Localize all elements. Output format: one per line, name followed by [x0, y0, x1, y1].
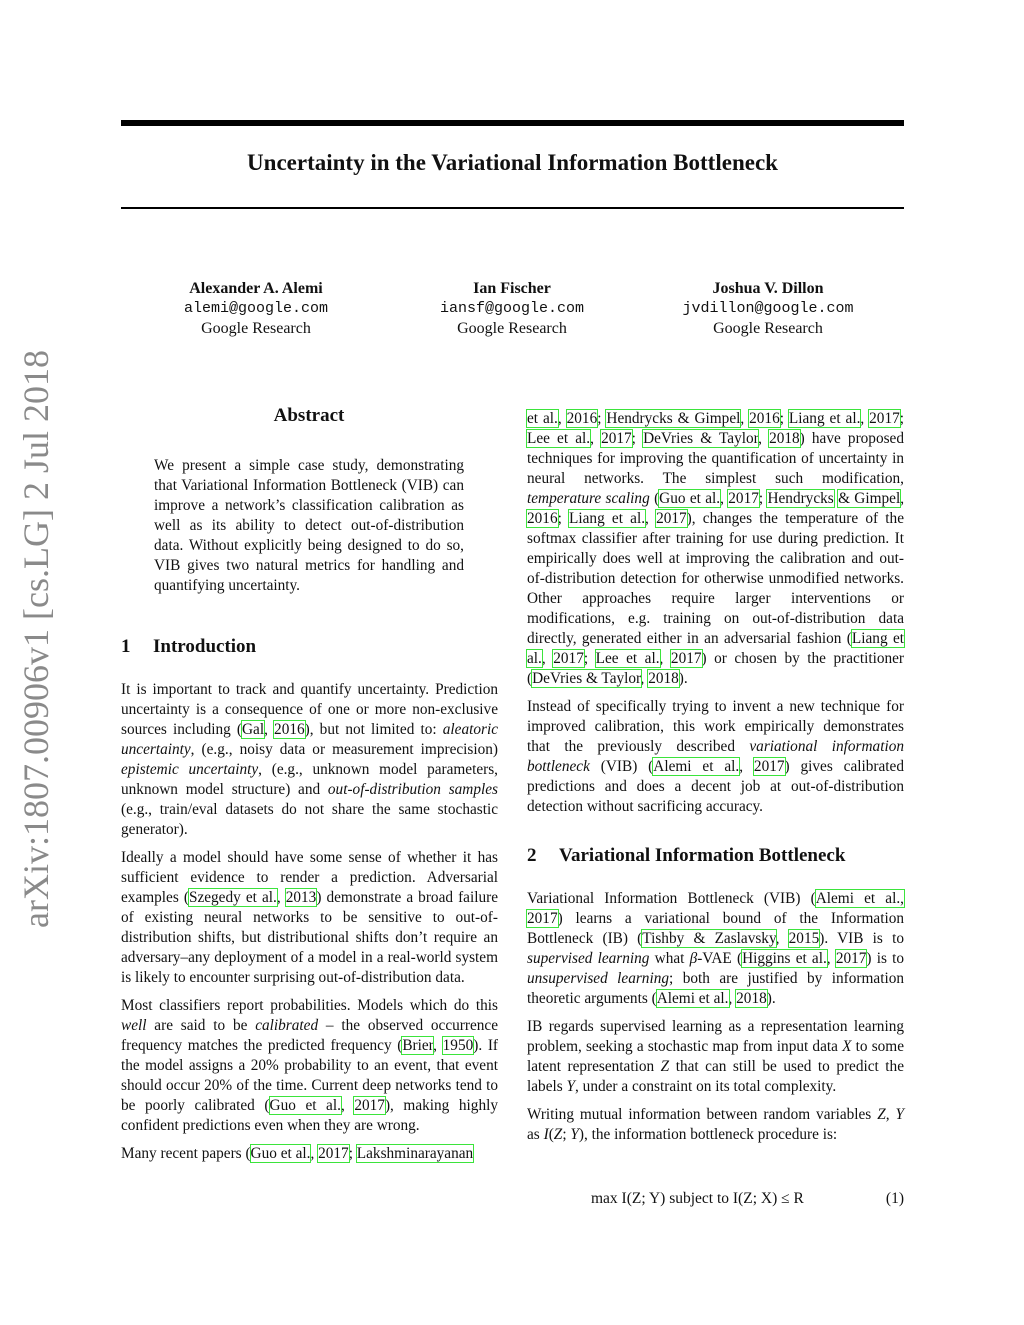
- citation-link[interactable]: Alemi et al.,: [815, 890, 904, 907]
- citation-link[interactable]: Guo et al.: [269, 1097, 341, 1114]
- citation-link[interactable]: & Gimpel: [838, 490, 901, 507]
- paragraph: Many recent papers (Guo et al., 2017; Lakshminarayanan: [121, 1145, 474, 1162]
- title-rule-top: [121, 120, 904, 126]
- citation-link[interactable]: Guo et al.: [659, 490, 721, 507]
- paragraph: et al., 2016; Hendrycks & Gimpel, 2016; Liang et al., 2017; Lee et al., 2017; DeVries & Taylor, 2018) have proposed techniques for improving the quantification of uncertainty in neural networks. The simplest such modification, temperature scaling (Guo et al., 2017; Hendrycks & Gimpel, 2016; Liang et al., 2017), changes the temperature of the softmax classifier after training for use during prediction. It empirically does well at improving the calibration and out-of-distribution detection for otherwise unmodified networks. Other approaches require larger interventions or modifications, e.g. training on out-of-distribution data directly, generated either in an adversarial fashion (Liang et al., 2017; Lee et al., 2017) or chosen by the practitioner (DeVries & Taylor, 2018).: [527, 410, 905, 687]
- citation-link[interactable]: 2016: [749, 410, 780, 427]
- paragraph: Instead of specifically trying to invent a new technique for improved calibration, this work empirically demonstrates that the previously described variational information bottleneck (VIB) (Alemi et al., 2017) gives calibrated predictions and does a decent job at out-of-distribution detection without sacrificing accuracy.: [527, 698, 904, 815]
- citation-link[interactable]: Gal: [242, 721, 265, 738]
- citation-link[interactable]: 2017: [656, 510, 687, 527]
- citation-link[interactable]: Alemi et al.: [653, 758, 740, 775]
- citation-link[interactable]: Lakshminarayanan: [356, 1145, 474, 1162]
- paragraph: Ideally a model should have some sense of whether it has sufficient evidence to render a prediction. Adversarial examples (Szegedy et al., 2013) demonstrate a broad failure of existing neural networks to be sensitive to out-of-distribution shifts, but distributional shifts don’t require an adversary–any deployment of a model in a real-world system is likely to encounter surprising out-of-distribution data.: [121, 849, 498, 986]
- section-title: Variational Information Bottleneck: [559, 845, 846, 866]
- citation-link[interactable]: DeVries & Taylor: [532, 670, 641, 687]
- title-rule-bottom: [121, 207, 904, 209]
- arxiv-stamp: arXiv:1807.00906v1 [cs.LG] 2 Jul 2018: [16, 350, 56, 928]
- citation-link[interactable]: 2017: [527, 910, 558, 927]
- author-block: [638, 279, 898, 339]
- author-affiliation: Google Research: [457, 320, 567, 337]
- citation-link[interactable]: 2017: [601, 430, 632, 447]
- citation-link[interactable]: Liang et al.: [527, 630, 904, 667]
- citation-link[interactable]: Liang et al.: [569, 510, 646, 527]
- paper-title: Uncertainty in the Variational Information Bottleneck: [247, 150, 778, 175]
- paragraph: Variational Information Bottleneck (VIB) (Alemi et al., 2017) learns a variational bound of the Information Bottleneck (IB) (Tishby & Zaslavsky, 2015). VIB is to supervised learning what β-VAE (Higgins et al., 2017) is to unsupervised learning; both are justified by information theoretic arguments (Alemi et al., 2018).: [527, 890, 905, 1007]
- citation-link[interactable]: Lee et al.: [527, 430, 591, 447]
- citation-link[interactable]: Higgins et al.: [742, 950, 827, 967]
- author-affiliation: Google Research: [713, 320, 823, 337]
- citation-link[interactable]: Liang et al.: [788, 410, 861, 427]
- paragraph: Most classifiers report probabilities. Models which do this well are said to be calibrated – the observed occurrence frequency matches the predicted frequency (Brier, 1950). If the model assigns a 20% probability to an event, that event should occur 20% of the time. Current deep networks tend to be poorly calibrated (Guo et al., 2017), making highly confident predictions even when they are wrong.: [121, 997, 499, 1134]
- citation-link[interactable]: 2018: [648, 670, 679, 687]
- equation-math: max I(Z; Y) subject to I(Z; X) ≤ R: [591, 1190, 804, 1207]
- citation-link[interactable]: 1950: [442, 1037, 474, 1054]
- section-heading-introduction: [121, 636, 256, 658]
- author-email: alemi@google.com: [183, 300, 329, 317]
- citation-link[interactable]: 2017: [753, 758, 785, 775]
- citation-link[interactable]: 2017: [869, 410, 900, 427]
- citation-link[interactable]: 2018: [736, 990, 767, 1007]
- author-name: Joshua V. Dillon: [712, 280, 824, 297]
- citation-link[interactable]: 2016: [566, 410, 598, 427]
- right-column-body: [527, 409, 904, 825]
- paragraph: Writing mutual information between random variables Z, Y as I(Z; Y), the information bottleneck procedure is:: [527, 1106, 904, 1143]
- citation-link[interactable]: DeVries & Taylor: [643, 430, 759, 447]
- left-column-body: [121, 680, 498, 1164]
- right-column-section2: [527, 889, 904, 1145]
- citation-link[interactable]: Hendrycks & Gimpel: [606, 410, 741, 427]
- citation-link[interactable]: Lee et al.: [595, 650, 660, 667]
- citation-link[interactable]: 2017: [318, 1145, 349, 1162]
- author-email: jvdillon@google.com: [682, 300, 854, 317]
- citation-link[interactable]: 2017: [354, 1097, 385, 1114]
- citation-link[interactable]: 2018: [769, 430, 800, 447]
- author-block: [126, 279, 386, 339]
- citation-link[interactable]: 2017: [553, 650, 584, 667]
- author-block: [382, 279, 642, 339]
- citation-link[interactable]: Szegedy et al.: [188, 889, 277, 906]
- author-name: Ian Fischer: [473, 280, 551, 297]
- citation-link[interactable]: 2017: [728, 490, 759, 507]
- paragraph: It is important to track and quantify uncertainty. Prediction uncertainty is a consequence of one or more non-exclusive sources including (Gal, 2016), but not limited to: aleatoric uncertainty, (e.g., noisy data or measurement imprecision) epistemic uncertainty, (e.g., unknown model parameters, unknown model structure) and out-of-distribution samples (e.g., train/eval datasets do not share the same stochastic generator).: [121, 681, 499, 838]
- citation-link[interactable]: Alemi et al.: [656, 990, 729, 1007]
- section-number: 1: [121, 636, 131, 657]
- equation-number: (1): [885, 1190, 904, 1207]
- citation-link[interactable]: 2017: [670, 650, 702, 667]
- author-email: iansf@google.com: [439, 300, 585, 317]
- citation-link[interactable]: Guo et al.: [250, 1145, 311, 1162]
- abstract-text: We present a simple case study, demonstrating that Variational Information Bottleneck (VIB) can improve a network’s classification calibration as well as its ability to detect out-of-distribution data. Without explicitly being designed to do so, VIB gives two natural metrics for handling and quantifying uncertainty.: [154, 457, 464, 594]
- section-heading-vib: [527, 845, 845, 867]
- section-title: Introduction: [153, 636, 257, 657]
- citation-link[interactable]: et al.: [527, 410, 558, 427]
- citation-link[interactable]: 2016: [274, 721, 305, 738]
- abstract-heading: Abstract: [273, 405, 345, 426]
- author-affiliation: Google Research: [201, 320, 311, 337]
- citation-link[interactable]: 2017: [835, 950, 867, 967]
- section-number: 2: [527, 845, 537, 866]
- citation-link[interactable]: 2015: [788, 930, 820, 947]
- citation-link[interactable]: Tishby & Zaslavsky: [642, 930, 776, 947]
- citation-link[interactable]: 2016: [527, 510, 558, 527]
- author-name: Alexander A. Alemi: [189, 280, 323, 297]
- citation-link[interactable]: 2013: [285, 889, 317, 906]
- citation-link[interactable]: Brier: [402, 1037, 434, 1054]
- citation-link[interactable]: Hendrycks: [767, 490, 834, 507]
- paragraph: IB regards supervised learning as a representation learning problem, seeking a stochastic map from input data X to some latent representation Z that can still be used to predict the labels Y, under a constraint on its total complexity.: [527, 1018, 904, 1095]
